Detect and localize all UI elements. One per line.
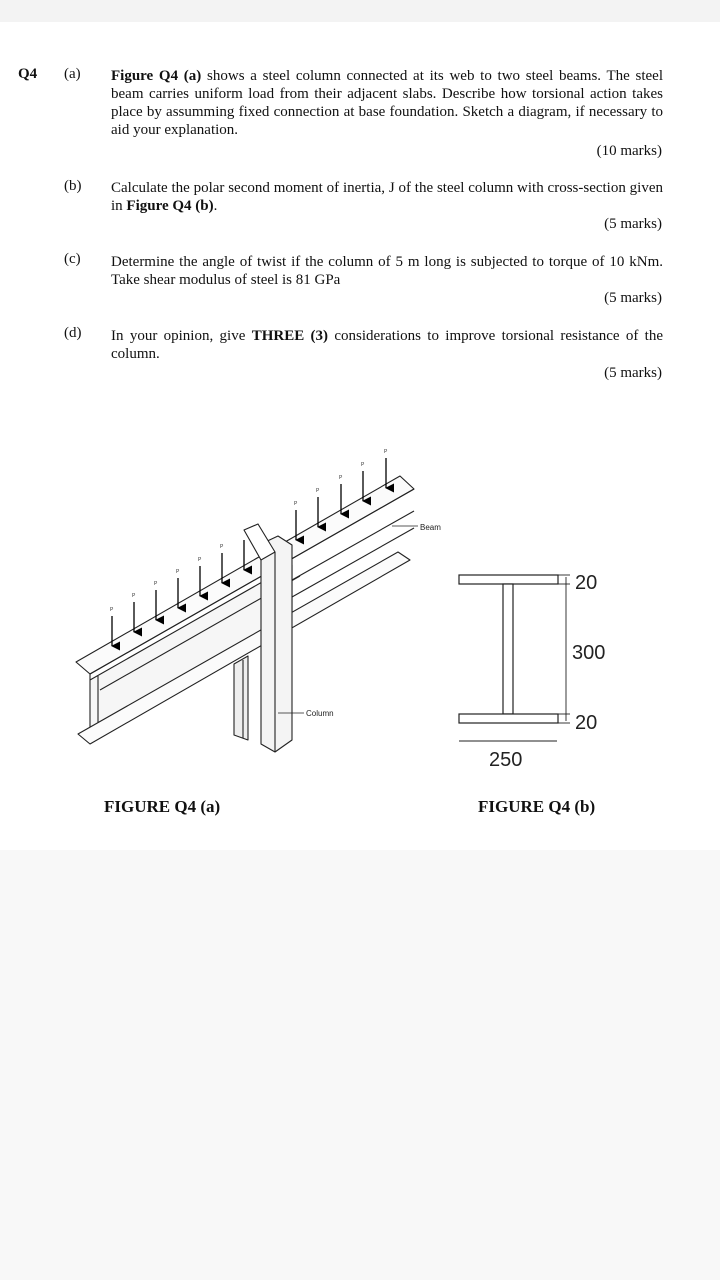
- load-label: P: [176, 569, 180, 575]
- part-a-body: shows a steel column connected at its web to two steel beams. The steel beam carries uniform load from their adjacent slabs. Describe how torsional action takes place by assumming fixed connection at base foundation. Sketch a diagram, if necessary to aid your explanation.: [111, 68, 664, 138]
- part-a-label: (a): [64, 66, 81, 82]
- load-label: P: [361, 462, 365, 468]
- load-label: P: [339, 475, 343, 481]
- part-d-marks: (5 marks): [604, 365, 662, 381]
- dim-web-depth: 300: [572, 642, 606, 664]
- part-b-text: [111, 179, 663, 215]
- top-flange: [459, 575, 558, 584]
- part-d-end: considerations to improve torsional resistance of the column.: [111, 328, 663, 362]
- question-number: Q4: [18, 66, 38, 82]
- part-a-marks: (10 marks): [596, 143, 662, 159]
- column-flange-front: [261, 536, 292, 752]
- figure-a-beam-column-diagram: [60, 440, 460, 770]
- load-label: P: [198, 557, 202, 563]
- figure-b-caption: FIGURE Q4 (b): [478, 797, 596, 816]
- load-label: P: [294, 501, 298, 507]
- part-d-emphasis: THREE (3): [251, 328, 329, 344]
- part-d-body: In your opinion, give: [111, 328, 252, 344]
- part-c-label: (c): [64, 251, 81, 267]
- load-label: P: [316, 488, 320, 494]
- bottom-flange: [459, 714, 558, 723]
- part-a-figure-ref: Figure Q4 (a): [111, 68, 202, 84]
- part-b-body: Calculate the polar second moment of inertia, J of the steel column with cross-section given in: [111, 180, 663, 214]
- part-b-end: .: [213, 198, 218, 214]
- dim-flange-width: 250: [489, 749, 523, 771]
- dim-top-flange-thickness: 20: [575, 572, 598, 594]
- load-label: P: [154, 581, 158, 587]
- load-label: P: [220, 544, 224, 550]
- part-b-figure-ref: Figure Q4 (b): [126, 198, 214, 214]
- part-b-marks: (5 marks): [604, 216, 662, 232]
- part-c-marks: (5 marks): [604, 290, 662, 306]
- beam-label: Beam: [420, 523, 441, 532]
- web: [503, 584, 513, 714]
- figure-b-i-section-diagram: [450, 560, 620, 780]
- column-label: Column: [306, 709, 334, 718]
- part-c-text: Determine the angle of twist if the column of 5 m long is subjected to torque of 10 kNm. Take shear modulus of steel is 81 GPa: [111, 254, 663, 288]
- dim-bottom-flange-thickness: 20: [575, 712, 598, 734]
- figure-a-caption: FIGURE Q4 (a): [104, 797, 221, 816]
- part-a-text: [111, 67, 663, 139]
- top-band: [0, 0, 720, 22]
- load-label: P: [384, 449, 388, 455]
- load-label: P: [132, 593, 136, 599]
- column-web: [234, 656, 248, 740]
- load-label: P: [110, 607, 114, 613]
- part-d-text: [111, 327, 663, 363]
- part-b-label: (b): [64, 178, 82, 194]
- part-d-label: (d): [64, 325, 82, 341]
